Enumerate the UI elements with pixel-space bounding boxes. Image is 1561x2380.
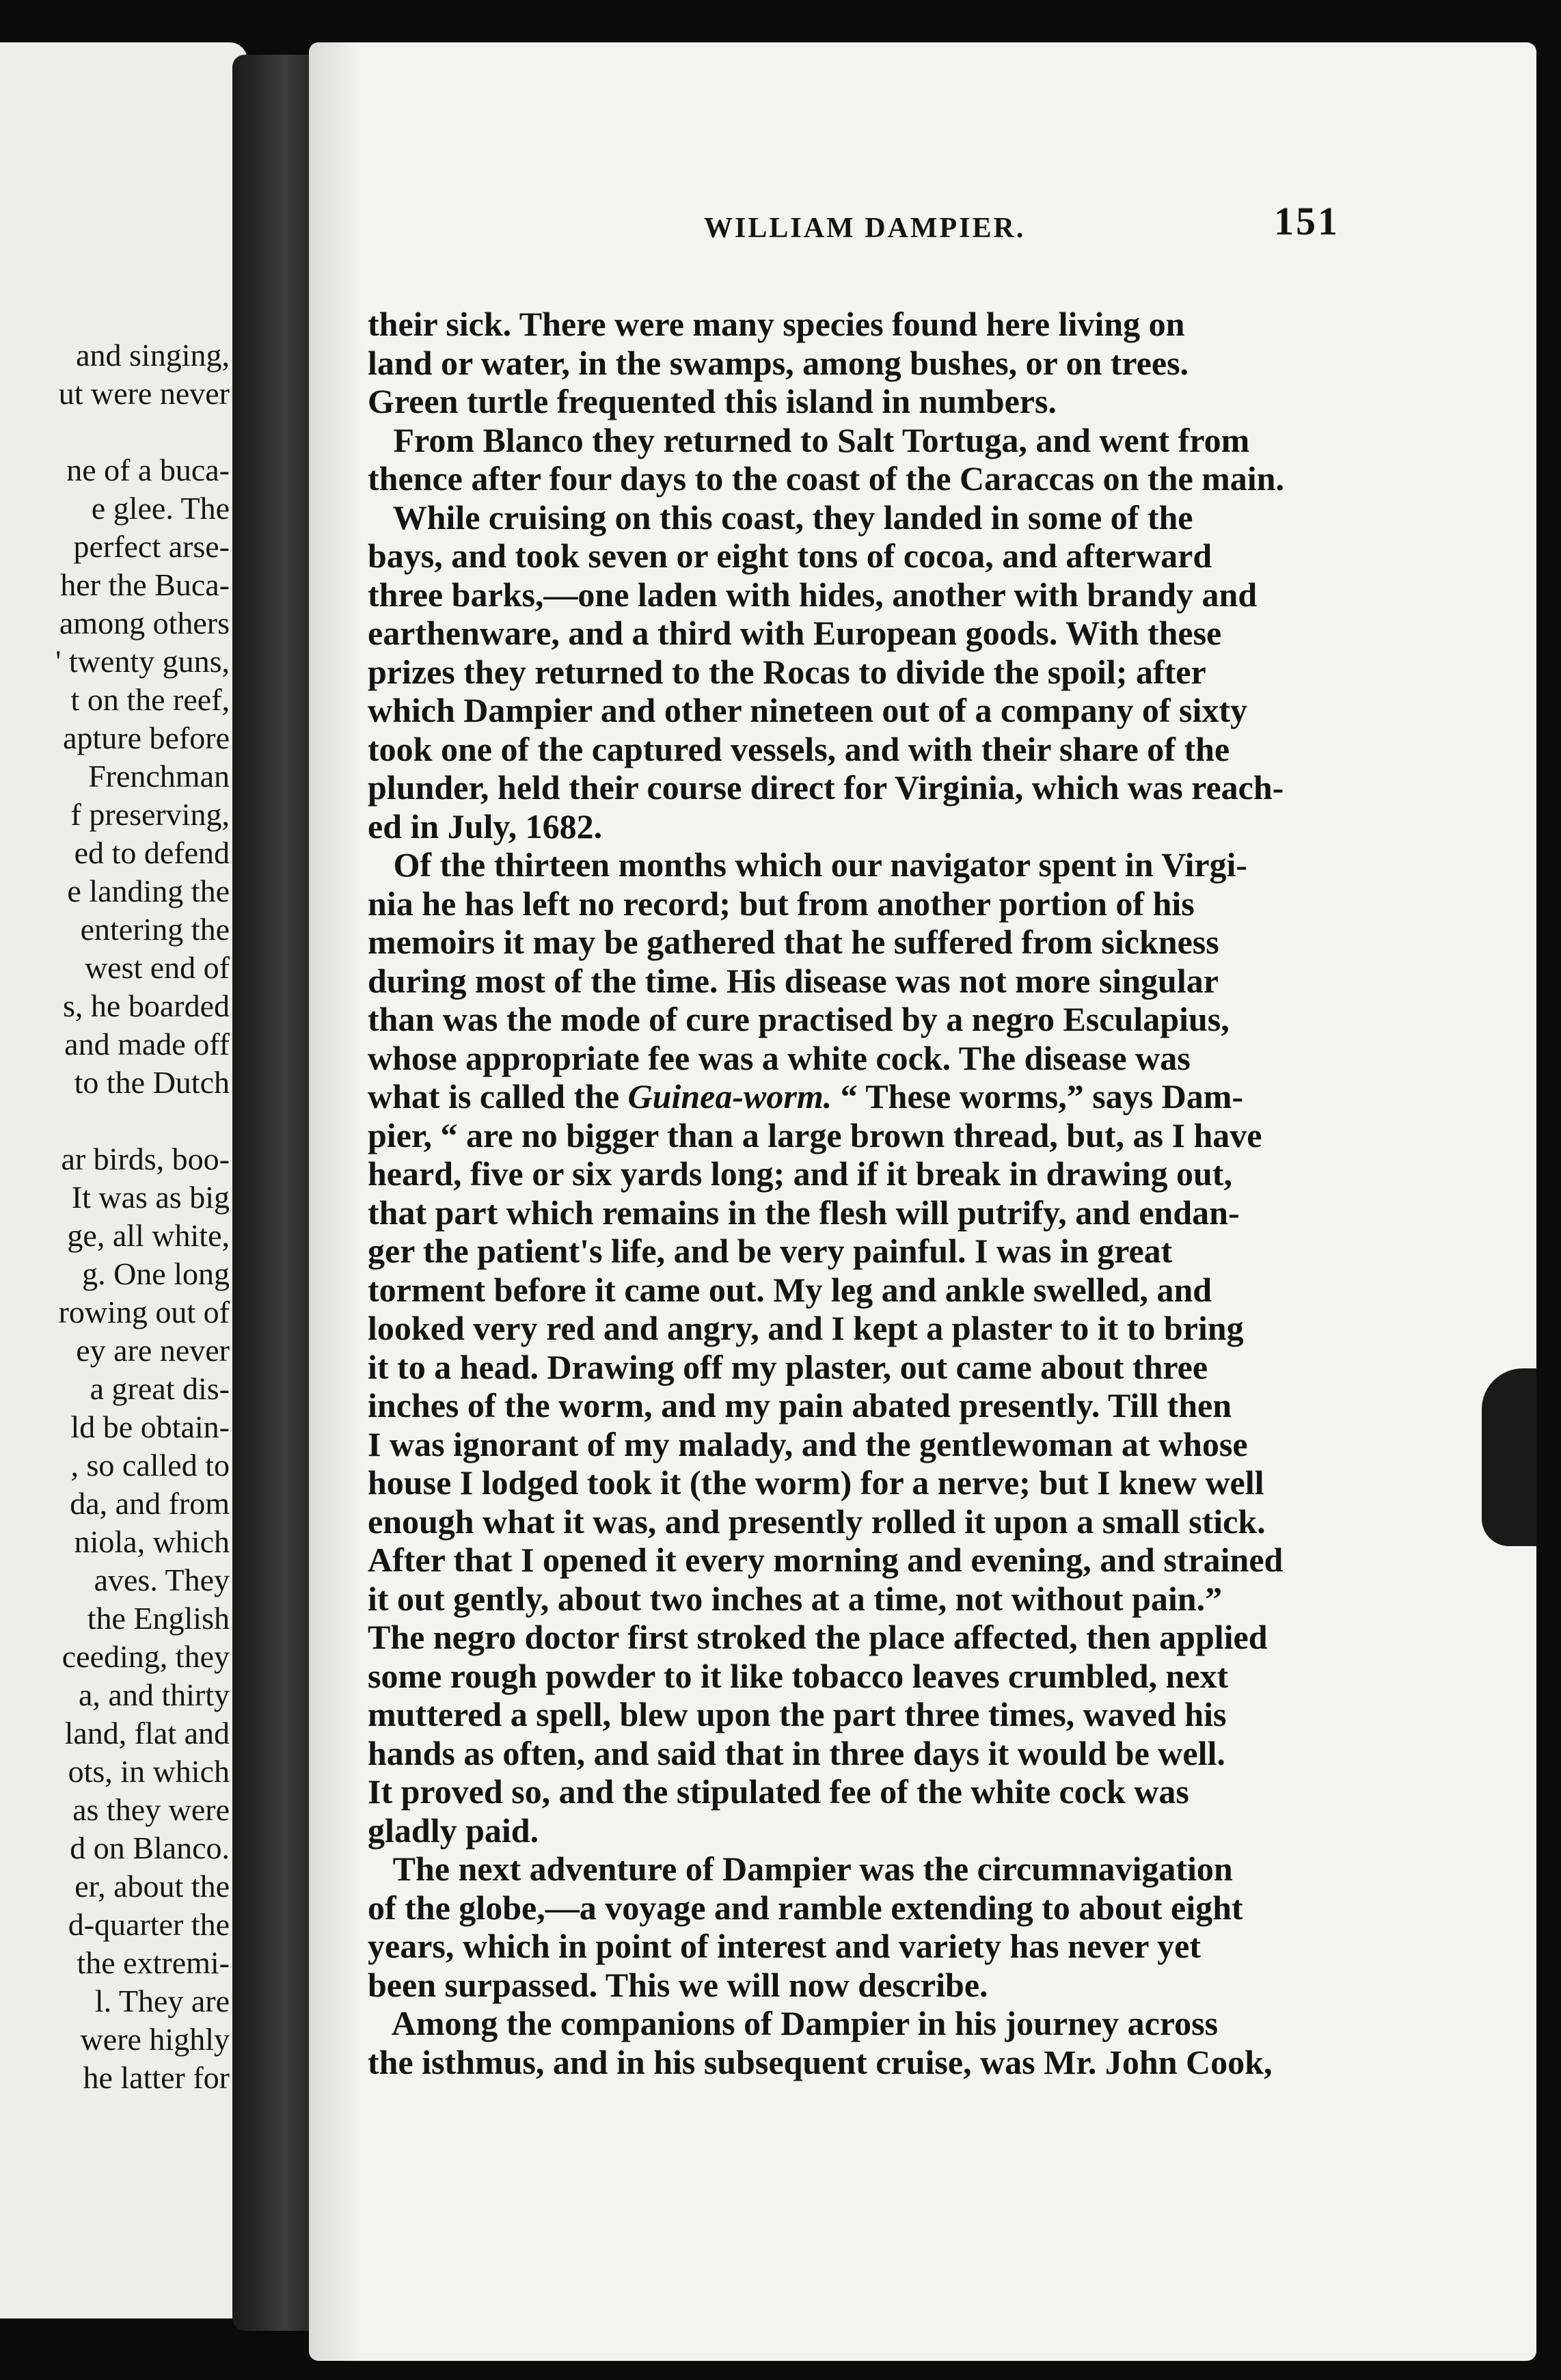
left-page-text <box>55 336 230 2097</box>
body-line: years, which in point of interest and variety has never yet <box>368 1927 1201 1965</box>
left-fragment-line: land, flat and <box>64 1716 230 1750</box>
left-fragment-line: as they were <box>72 1792 230 1827</box>
body-line: which Dampier and other nineteen out of a company of sixty <box>368 691 1248 729</box>
left-fragment-line: ' twenty guns, <box>55 644 230 679</box>
body-line: enough what it was, and presently rolled it upon a small stick. <box>368 1502 1266 1541</box>
left-fragment-line: the English <box>87 1601 230 1636</box>
body-line: hands as often, and said that in three days it would be well. <box>368 1733 1225 1772</box>
left-fragment-line: d-quarter the <box>68 1907 230 1942</box>
body-line: their sick. There were many species found here living on <box>368 305 1185 343</box>
body-line: took one of the captured vessels, and with their share of the <box>368 729 1230 768</box>
left-fragment-line: and made off <box>64 1027 230 1061</box>
body-line: Of the thirteen months which our navigator spent in Virgi- <box>368 846 1248 884</box>
left-fragment-line: ed to defend <box>74 835 230 870</box>
body-line: looked very red and angry, and I kept a plaster to it to bring <box>368 1309 1244 1347</box>
left-fragment-line: rowing out of <box>58 1295 230 1329</box>
body-line: of the globe,—a voyage and ramble extending to about eight <box>368 1888 1243 1927</box>
body-line: memoirs it may be gathered that he suffered from sickness <box>368 923 1219 961</box>
left-fragment-line: ots, in which <box>68 1754 230 1789</box>
left-fragment-line: er, about the <box>74 1869 230 1904</box>
body-line: While cruising on this coast, they landed in some of the <box>368 498 1193 537</box>
left-fragment-line <box>55 413 230 451</box>
body-line: ger the patient's life, and be very painful. I was in great <box>368 1232 1173 1270</box>
body-line: gladly paid. <box>368 1811 539 1850</box>
body-line: pier, “ are no bigger than a large brown thread, but, as I have <box>368 1115 1262 1154</box>
body-line: inches of the worm, and my pain abated presently. Till then <box>368 1386 1232 1424</box>
body-line: I was ignorant of my malady, and the gentlewoman at whose <box>368 1424 1248 1463</box>
page-number: 151 <box>1274 199 1340 243</box>
left-fragment-line: l. They are <box>94 1984 230 2018</box>
left-fragment-line: ut were never <box>58 376 230 411</box>
body-line: it to a head. Drawing off my plaster, out came about three <box>368 1347 1208 1386</box>
body-line: plunder, held their course direct for Virginia, which was reach- <box>368 768 1284 807</box>
body-line: Among the companions of Dampier in his journey across <box>368 2004 1219 2042</box>
left-fragment-line: t on the reef, <box>70 682 230 717</box>
body-line: ed in July, 1682. <box>368 807 603 846</box>
left-fragment-line: It was as big <box>71 1180 230 1215</box>
left-fragment-line: g. One long <box>82 1256 230 1291</box>
body-line: After that I opened it every morning and evening, and strained <box>368 1541 1284 1579</box>
left-fragment-line: her the Buca- <box>60 567 230 602</box>
left-fragment-line: the extremi- <box>77 1945 230 1980</box>
left-fragment-line: a, and thirty <box>79 1677 230 1712</box>
body-line: Green turtle frequented this island in numbers. <box>368 382 1057 420</box>
body-line: it out gently, about two inches at a time, not without pain.” <box>368 1579 1223 1618</box>
body-line: prizes they returned to the Rocas to divide the spoil; after <box>368 652 1206 691</box>
left-fragment-line: ld be obtain- <box>70 1409 230 1444</box>
body-line: the isthmus, and in his subsequent cruise, was Mr. John Cook, <box>368 2042 1273 2081</box>
body-line: house I lodged took it (the worm) for a nerve; but I knew well <box>368 1463 1264 1502</box>
left-fragment-line: to the Dutch <box>74 1065 230 1100</box>
left-fragment-line: Frenchman <box>88 759 230 794</box>
body-text <box>368 305 1333 2081</box>
body-line: that part which remains in the flesh will putrify, and endan- <box>368 1193 1240 1232</box>
body-line: what is called the Guinea-worm. “ These worms,” says Dam- <box>368 1077 1244 1115</box>
body-line: three barks,—one laden with hides, another with brandy and <box>368 575 1258 614</box>
left-fragment-line: he latter for <box>83 2060 230 2095</box>
body-line: muttered a spell, blew upon the part three times, waved his <box>368 1695 1227 1733</box>
left-fragment-line: s, he boarded <box>63 988 230 1023</box>
left-fragment-line: e glee. The <box>91 491 230 526</box>
running-title: WILLIAM DAMPIER. <box>704 213 1026 244</box>
body-line: than was the mode of cure practised by a negro Esculapius, <box>368 1000 1230 1038</box>
body-line: heard, five or six yards long; and if it break in drawing out, <box>368 1154 1232 1193</box>
body-line: earthenware, and a third with European goods. With these <box>368 614 1222 652</box>
left-fragment-line: d on Blanco. <box>70 1830 230 1865</box>
left-fragment-line: apture before <box>63 720 230 755</box>
left-page <box>0 42 247 2318</box>
body-line: torment before it came out. My leg and ankle swelled, and <box>368 1270 1212 1309</box>
body-line: From Blanco they returned to Salt Tortuga, and went from <box>368 420 1250 459</box>
page-tear <box>1482 1368 1536 1546</box>
left-fragment-line: a great dis- <box>90 1371 230 1406</box>
left-fragment-line: ar birds, boo- <box>61 1141 230 1176</box>
body-line: It proved so, and the stipulated fee of the white cock was <box>368 1772 1189 1811</box>
left-fragment-line: da, and from <box>70 1486 230 1521</box>
body-line: bays, and took seven or eight tons of cocoa, and afterward <box>368 537 1212 575</box>
left-fragment-line: niola, which <box>74 1524 230 1559</box>
left-fragment-line: ge, all white, <box>67 1218 230 1253</box>
body-line: some rough powder to it like tobacco leaves crumbled, next <box>368 1656 1229 1695</box>
left-fragment-line: ne of a buca- <box>66 452 230 487</box>
body-line: whose appropriate fee was a white cock. The disease was <box>368 1038 1191 1077</box>
body-line: thence after four days to the coast of the Caraccas on the main. <box>368 459 1284 498</box>
left-fragment-line: were highly <box>80 2022 230 2057</box>
body-line: been surpassed. This we will now describe. <box>368 1965 988 2004</box>
left-fragment-line: ey are never <box>76 1333 230 1368</box>
left-fragment-line: and singing, <box>76 338 230 373</box>
left-fragment-line: aves. They <box>94 1563 230 1597</box>
left-fragment-line: perfect arse- <box>73 529 230 564</box>
left-fragment-line: ceeding, they <box>62 1639 230 1674</box>
left-fragment-line: , so called to <box>70 1448 230 1483</box>
left-fragment-line: e landing the <box>67 874 230 908</box>
body-line: nia he has left no record; but from another portion of his <box>368 884 1195 923</box>
left-fragment-line: entering the <box>80 912 230 947</box>
body-line: during most of the time. His disease was not more singular <box>368 961 1219 1000</box>
body-line: The negro doctor first stroked the place affected, then applied <box>368 1618 1268 1656</box>
left-fragment-line: f preserving, <box>70 797 230 832</box>
left-fragment-line: among others <box>59 606 230 640</box>
body-line: The next adventure of Dampier was the circumnavigation <box>368 1850 1233 1888</box>
left-fragment-line: west end of <box>84 950 230 985</box>
left-fragment-line <box>55 1102 230 1140</box>
body-line: land or water, in the swamps, among bushes, or on trees. <box>368 343 1189 382</box>
